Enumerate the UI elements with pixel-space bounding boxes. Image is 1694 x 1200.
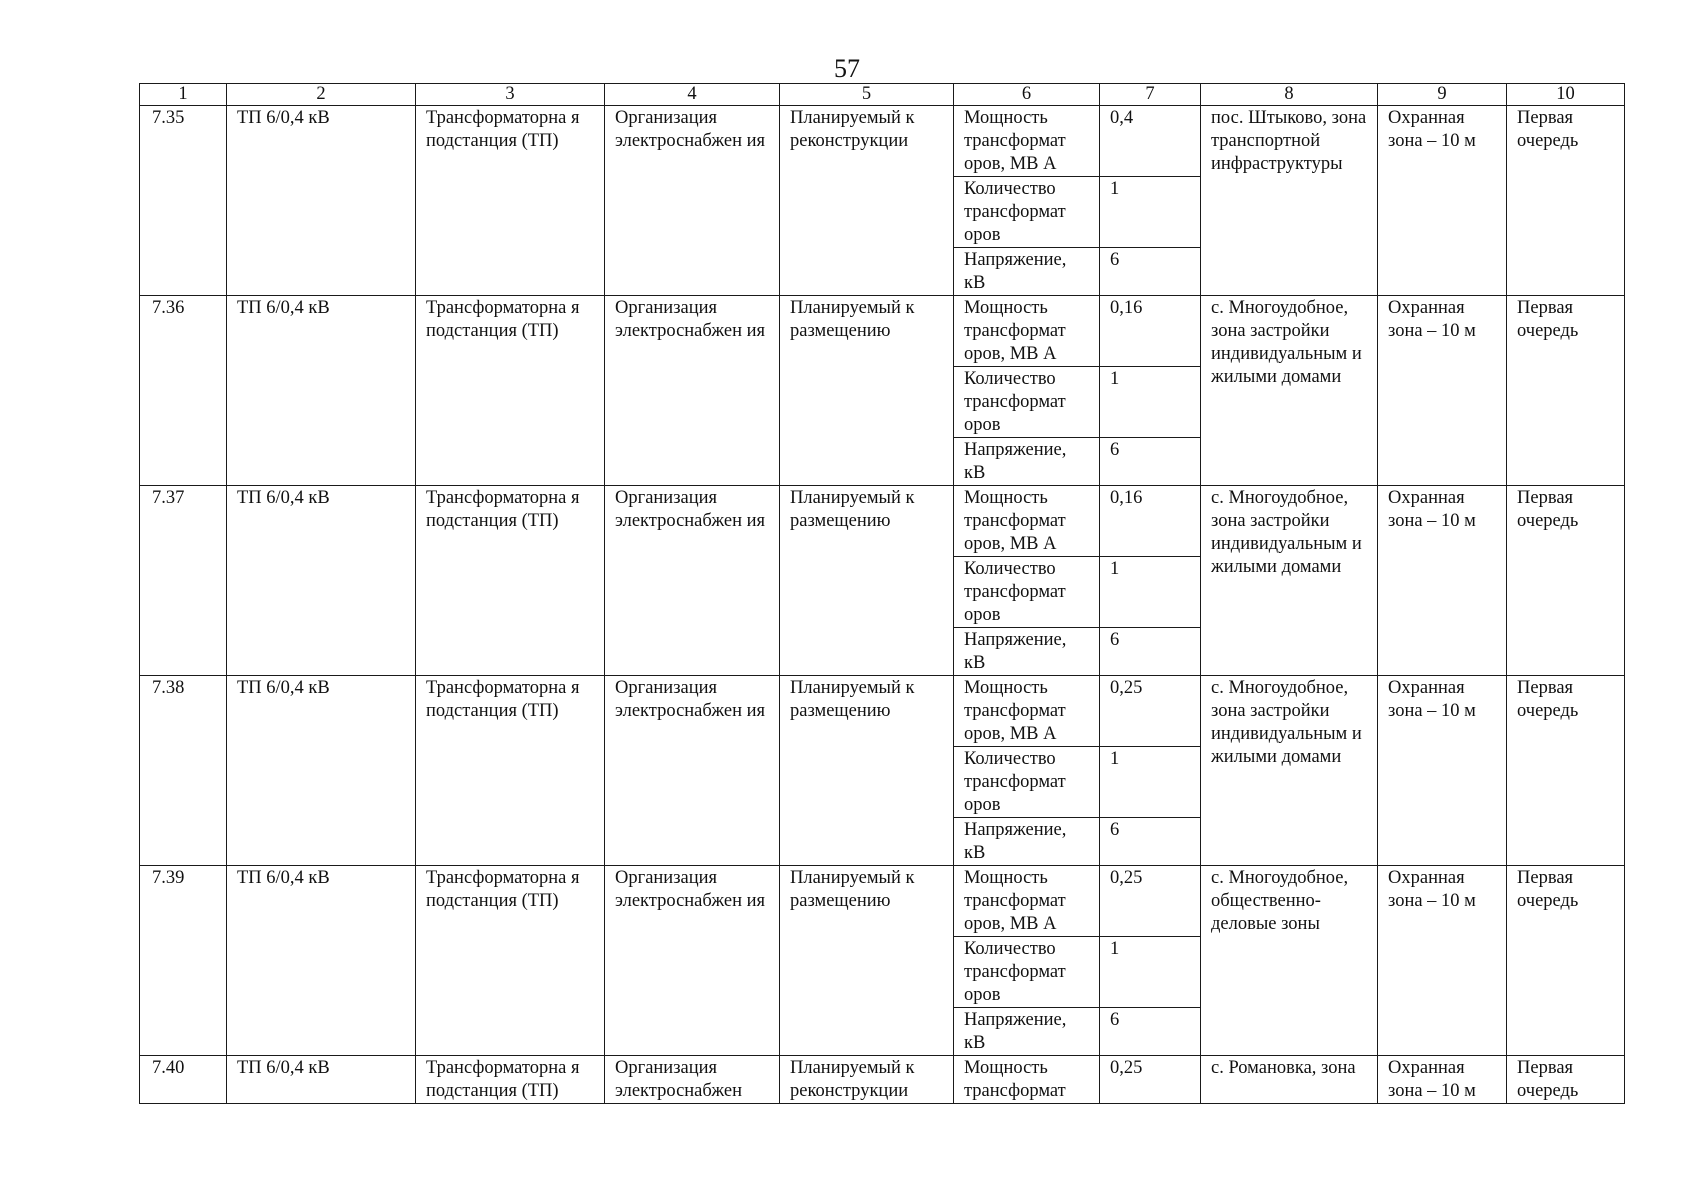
column-header: 10 (1507, 84, 1625, 106)
param-value-cell: 6 (1100, 438, 1201, 486)
item-purpose-cell: Организация электроснабжен ия (605, 866, 780, 1056)
param-value-cell: 1 (1100, 177, 1201, 248)
header-row (140, 84, 1625, 106)
param-value-cell: 6 (1100, 248, 1201, 296)
param-label-cell: Мощность трансформат оров, МВ А (954, 486, 1100, 557)
item-number-cell: 7.38 (140, 676, 227, 866)
column-header: 6 (954, 84, 1100, 106)
item-stage-cell: Первая очередь (1507, 296, 1625, 486)
item-status-cell: Планируемый к размещению (780, 486, 954, 676)
item-name-cell: ТП 6/0,4 кВ (227, 676, 416, 866)
param-label-cell: Количество трансформат оров (954, 367, 1100, 438)
param-value-cell: 0,25 (1100, 866, 1201, 937)
table-row (140, 296, 1625, 367)
item-stage-cell: Первая очередь (1507, 1056, 1625, 1104)
item-type-cell: Трансформаторна я подстанция (ТП) (416, 106, 605, 296)
param-value-cell: 1 (1100, 557, 1201, 628)
item-location-cell: с. Многоудобное, зона застройки индивидуальным и жилыми домами (1201, 296, 1378, 486)
item-location-cell: с. Многоудобное, общественно-деловые зоны (1201, 866, 1378, 1056)
item-status-cell: Планируемый к реконструкции (780, 1056, 954, 1104)
param-value-cell: 1 (1100, 367, 1201, 438)
item-number-cell: 7.37 (140, 486, 227, 676)
item-name-cell: ТП 6/0,4 кВ (227, 486, 416, 676)
param-label-cell: Напряжение, кВ (954, 628, 1100, 676)
item-name-cell: ТП 6/0,4 кВ (227, 296, 416, 486)
item-number-cell: 7.40 (140, 1056, 227, 1104)
item-stage-cell: Первая очередь (1507, 676, 1625, 866)
item-stage-cell: Первая очередь (1507, 106, 1625, 296)
column-header: 4 (605, 84, 780, 106)
item-type-cell: Трансформаторна я подстанция (ТП) (416, 486, 605, 676)
item-number-cell: 7.36 (140, 296, 227, 486)
table-body (140, 106, 1625, 1104)
item-purpose-cell: Организация электроснабжен ия (605, 106, 780, 296)
param-label-cell: Напряжение, кВ (954, 1008, 1100, 1056)
param-label-cell: Количество трансформат оров (954, 937, 1100, 1008)
item-stage-cell: Первая очередь (1507, 486, 1625, 676)
item-name-cell: ТП 6/0,4 кВ (227, 866, 416, 1056)
param-value-cell: 1 (1100, 747, 1201, 818)
item-purpose-cell: Организация электроснабжен ия (605, 486, 780, 676)
item-name-cell: ТП 6/0,4 кВ (227, 1056, 416, 1104)
item-zone-cell: Охранная зона – 10 м (1378, 486, 1507, 676)
item-zone-cell: Охранная зона – 10 м (1378, 106, 1507, 296)
item-location-cell: с. Многоудобное, зона застройки индивидуальным и жилыми домами (1201, 486, 1378, 676)
column-header: 5 (780, 84, 954, 106)
param-label-cell: Мощность трансформат оров, МВ А (954, 676, 1100, 747)
item-location-cell: с. Романовка, зона (1201, 1056, 1378, 1104)
param-label-cell: Мощность трансформат (954, 1056, 1100, 1104)
item-location-cell: пос. Штыково, зона транспортной инфраструктуры (1201, 106, 1378, 296)
column-header: 9 (1378, 84, 1507, 106)
param-value-cell: 6 (1100, 628, 1201, 676)
item-zone-cell: Охранная зона – 10 м (1378, 676, 1507, 866)
item-location-cell: с. Многоудобное, зона застройки индивидуальным и жилыми домами (1201, 676, 1378, 866)
item-type-cell: Трансформаторна я подстанция (ТП) (416, 676, 605, 866)
param-label-cell: Количество трансформат оров (954, 557, 1100, 628)
column-header: 3 (416, 84, 605, 106)
column-header: 2 (227, 84, 416, 106)
param-value-cell: 1 (1100, 937, 1201, 1008)
param-value-cell: 6 (1100, 818, 1201, 866)
param-label-cell: Мощность трансформат оров, МВ А (954, 106, 1100, 177)
table-row (140, 106, 1625, 177)
item-stage-cell: Первая очередь (1507, 866, 1625, 1056)
table-row (140, 486, 1625, 557)
param-label-cell: Мощность трансформат оров, МВ А (954, 866, 1100, 937)
item-status-cell: Планируемый к размещению (780, 676, 954, 866)
item-status-cell: Планируемый к размещению (780, 296, 954, 486)
item-status-cell: Планируемый к реконструкции (780, 106, 954, 296)
item-number-cell: 7.39 (140, 866, 227, 1056)
item-type-cell: Трансформаторна я подстанция (ТП) (416, 1056, 605, 1104)
table-row (140, 676, 1625, 747)
param-label-cell: Напряжение, кВ (954, 818, 1100, 866)
column-header: 1 (140, 84, 227, 106)
param-label-cell: Напряжение, кВ (954, 248, 1100, 296)
item-zone-cell: Охранная зона – 10 м (1378, 1056, 1507, 1104)
item-zone-cell: Охранная зона – 10 м (1378, 296, 1507, 486)
param-value-cell: 0,16 (1100, 486, 1201, 557)
item-purpose-cell: Организация электроснабжен (605, 1056, 780, 1104)
param-label-cell: Напряжение, кВ (954, 438, 1100, 486)
param-label-cell: Количество трансформат оров (954, 177, 1100, 248)
param-value-cell: 0,4 (1100, 106, 1201, 177)
item-name-cell: ТП 6/0,4 кВ (227, 106, 416, 296)
item-purpose-cell: Организация электроснабжен ия (605, 296, 780, 486)
item-zone-cell: Охранная зона – 10 м (1378, 866, 1507, 1056)
table-row (140, 866, 1625, 937)
item-purpose-cell: Организация электроснабжен ия (605, 676, 780, 866)
param-label-cell: Количество трансформат оров (954, 747, 1100, 818)
page-number: 57 (834, 54, 860, 83)
column-header: 7 (1100, 84, 1201, 106)
param-value-cell: 6 (1100, 1008, 1201, 1056)
param-label-cell: Мощность трансформат оров, МВ А (954, 296, 1100, 367)
item-number-cell: 7.35 (140, 106, 227, 296)
column-header: 8 (1201, 84, 1378, 106)
item-type-cell: Трансформаторна я подстанция (ТП) (416, 296, 605, 486)
item-type-cell: Трансформаторна я подстанция (ТП) (416, 866, 605, 1056)
item-status-cell: Планируемый к размещению (780, 866, 954, 1056)
facilities-table (139, 83, 1625, 1104)
param-value-cell: 0,16 (1100, 296, 1201, 367)
param-value-cell: 0,25 (1100, 676, 1201, 747)
param-value-cell: 0,25 (1100, 1056, 1201, 1104)
table-row (140, 1056, 1625, 1104)
